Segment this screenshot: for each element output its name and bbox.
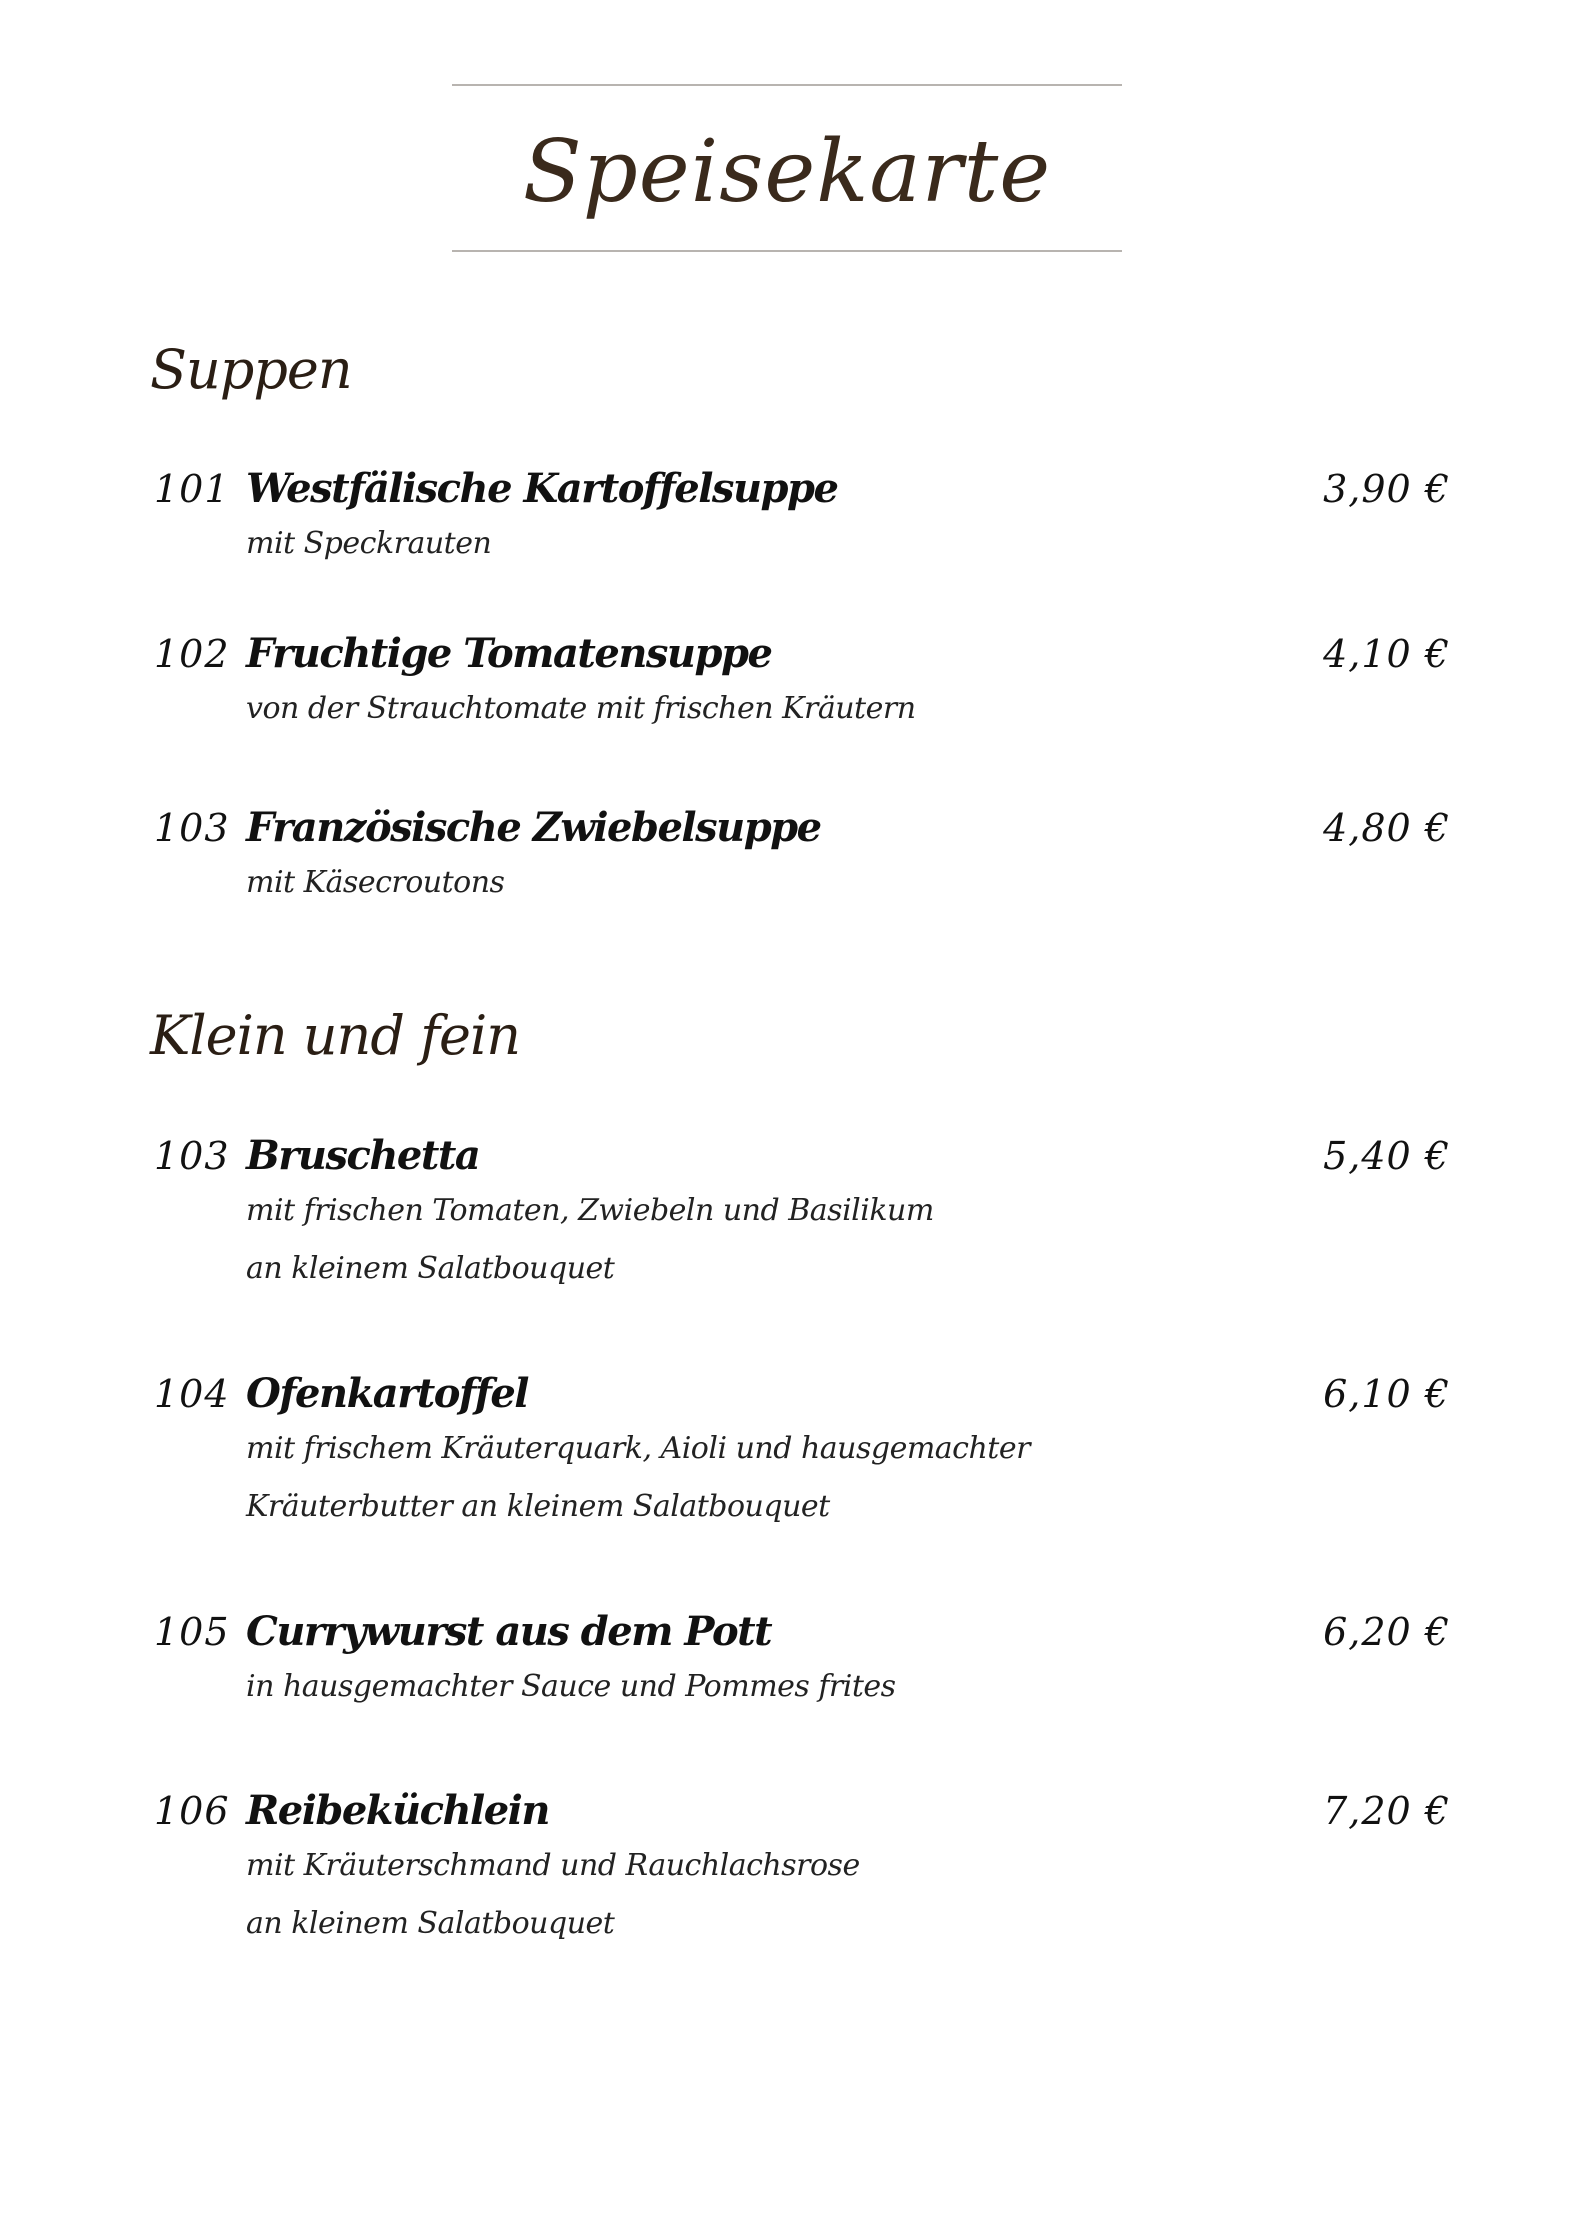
item-description-line: an kleinem Salatbouquet xyxy=(246,1251,615,1286)
menu-item-106 xyxy=(150,1785,1450,1953)
item-number: 101 xyxy=(154,467,230,511)
item-price: 7,20 € xyxy=(1323,1789,1450,1833)
item-number: 102 xyxy=(154,632,230,676)
item-name: Reibeküchlein xyxy=(246,1787,549,1834)
item-description-line: mit Kräuterschmand und Rauchlachsrose xyxy=(246,1848,860,1883)
menu-item-104 xyxy=(150,1368,1450,1536)
item-price: 6,10 € xyxy=(1323,1372,1450,1416)
item-description xyxy=(246,680,1450,738)
item-description xyxy=(246,515,1450,573)
item-number: 105 xyxy=(154,1610,230,1654)
item-description-line: mit Käsecroutons xyxy=(246,865,505,900)
item-number: 103 xyxy=(154,806,230,850)
item-description xyxy=(246,1420,1450,1536)
item-name: Französische Zwiebelsuppe xyxy=(246,804,821,851)
item-description xyxy=(246,1182,1450,1298)
item-price: 5,40 € xyxy=(1323,1134,1450,1178)
item-price: 3,90 € xyxy=(1323,467,1450,511)
item-name: Currywurst aus dem Pott xyxy=(246,1608,772,1655)
section-heading-klein-und-fein: Klein und fein xyxy=(150,1004,521,1067)
item-name: Ofenkartoffel xyxy=(246,1370,529,1417)
menu-item-103-bruschetta xyxy=(150,1130,1450,1298)
item-name: Westfälische Kartoffelsuppe xyxy=(246,465,838,512)
menu-item-102 xyxy=(150,628,1450,738)
title-top-rule xyxy=(452,84,1122,86)
item-description-line: Kräuterbutter an kleinem Salatbouquet xyxy=(246,1489,830,1524)
menu-item-105 xyxy=(150,1606,1450,1716)
item-description xyxy=(246,854,1450,912)
item-description-line: in hausgemachter Sauce und Pommes frites xyxy=(246,1669,896,1704)
item-number: 103 xyxy=(154,1134,230,1178)
item-price: 4,80 € xyxy=(1323,806,1450,850)
item-number: 106 xyxy=(154,1789,230,1833)
item-description-line: mit Speckrauten xyxy=(246,526,492,561)
item-description xyxy=(246,1658,1450,1716)
title-bottom-rule xyxy=(452,250,1122,252)
item-number: 104 xyxy=(154,1372,230,1416)
menu-item-103-soup xyxy=(150,802,1450,912)
item-description xyxy=(246,1837,1450,1953)
item-description-line: von der Strauchtomate mit frischen Kräutern xyxy=(246,691,916,726)
item-price: 6,20 € xyxy=(1323,1610,1450,1654)
item-description-line: mit frischen Tomaten, Zwiebeln und Basilikum xyxy=(246,1193,934,1228)
page-title: Speisekarte xyxy=(522,122,1052,222)
item-description-line: an kleinem Salatbouquet xyxy=(246,1906,615,1941)
item-name: Bruschetta xyxy=(246,1132,480,1179)
item-price: 4,10 € xyxy=(1323,632,1450,676)
item-name: Fruchtige Tomatensuppe xyxy=(246,630,772,677)
section-heading-suppen: Suppen xyxy=(150,338,352,401)
item-description-line: mit frischem Kräuterquark, Aioli und hausgemachter xyxy=(246,1431,1030,1466)
menu-item-101 xyxy=(150,463,1450,573)
